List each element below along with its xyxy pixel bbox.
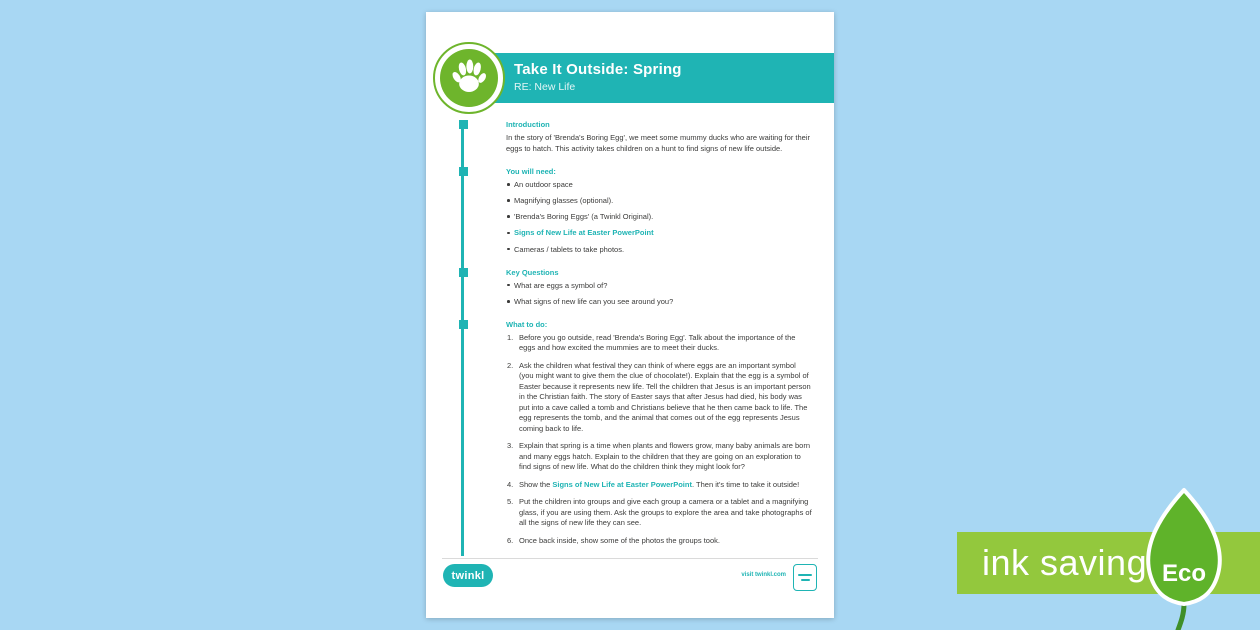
list-item: Magnifying glasses (optional).	[506, 196, 812, 206]
numbered-list	[506, 333, 812, 547]
visit-twinkl-link[interactable]: visit twinkl.com	[741, 572, 786, 578]
section-heading: Key Questions	[506, 267, 559, 277]
page-title: Take It Outside: Spring	[514, 61, 682, 78]
list-item: What are eggs a symbol of?	[506, 281, 812, 291]
list-item	[506, 228, 812, 238]
sections	[426, 120, 834, 559]
section-marker	[459, 320, 468, 329]
section-marker	[459, 167, 468, 176]
list-item: Once back inside, show some of the photos the groups took.	[519, 535, 720, 545]
eco-leaf-icon	[1136, 486, 1232, 630]
ink-saving-label: ink saving	[982, 542, 1148, 583]
powerpoint-link[interactable]: Signs of New Life at Easter PowerPoint	[514, 228, 654, 238]
list-item: Cameras / tablets to take photos.	[506, 245, 812, 255]
list-item	[506, 480, 812, 491]
page-subtitle: RE: New Life	[514, 81, 576, 93]
list-item: 'Brenda's Boring Eggs' (a Twinkl Original).	[506, 212, 812, 222]
bullet-list	[506, 180, 812, 255]
section-heading: What to do:	[506, 319, 548, 329]
list-item: Explain that spring is a time when plants and flowers grow, many baby animals are born and many eggs hatch. Explain to the children that they are going on an exploration to find signs of new life. What do the children think they might look for?	[519, 441, 810, 472]
leaf-hand-icon	[440, 49, 498, 107]
section-what-to-do	[506, 320, 812, 547]
section-paragraph: In the story of 'Brenda's Boring Egg', we meet some mummy ducks who are waiting for their eggs to hatch. This activity takes children on a hunt to find signs of new life outside.	[506, 133, 811, 153]
section-heading: Introduction	[506, 120, 550, 129]
worksheet-page	[426, 12, 834, 618]
eco-label: Eco	[1161, 560, 1207, 587]
section-heading: You will need:	[506, 167, 556, 176]
list-item: An outdoor space	[506, 180, 812, 190]
list-item: What signs of new life can you see around you?	[506, 297, 812, 307]
header-text	[514, 61, 682, 93]
header-bar	[456, 53, 834, 103]
list-item: Before you go outside, read 'Brenda's Boring Egg'. Talk about the importance of the eggs and how excited the mummies are to meet their ducks.	[519, 332, 796, 353]
section-marker	[459, 120, 468, 129]
bullet-list	[506, 281, 812, 307]
section-you-will-need	[506, 167, 812, 255]
twinkl-outdoor-logo	[433, 42, 505, 114]
section-marker	[459, 268, 468, 277]
section-key-questions	[506, 268, 812, 307]
section-introduction	[506, 120, 812, 154]
item-text: Show the	[519, 479, 553, 489]
item-text: . Then it's time to take it outside!	[691, 479, 800, 489]
twinkl-quality-badge	[793, 564, 817, 591]
twinkl-logo: twinkl	[443, 564, 493, 587]
list-item: Put the children into groups and give each group a camera or a tablet and a magnifying glass, if you are using them. Ask the groups to explore the area and take photographs of all the signs of new life they can see.	[519, 497, 812, 528]
footer-divider	[442, 558, 818, 559]
powerpoint-link[interactable]: Signs of New Life at Easter PowerPoint	[552, 479, 692, 489]
list-item: Ask the children what festival they can think of where eggs are an important symbol (you might want to give them the clue of chocolate!). Explain that the egg is a symbol of Easter because it represents new life. Tell the children that Jesus is an important person in the Christian faith. The story of Easter says that after Jesus had died, his body was put into a cave called a tomb and Christians believe that he then came back to life. The egg represents the tomb, and the animal that comes out of the egg represents Jesus coming back to life.	[519, 360, 811, 433]
